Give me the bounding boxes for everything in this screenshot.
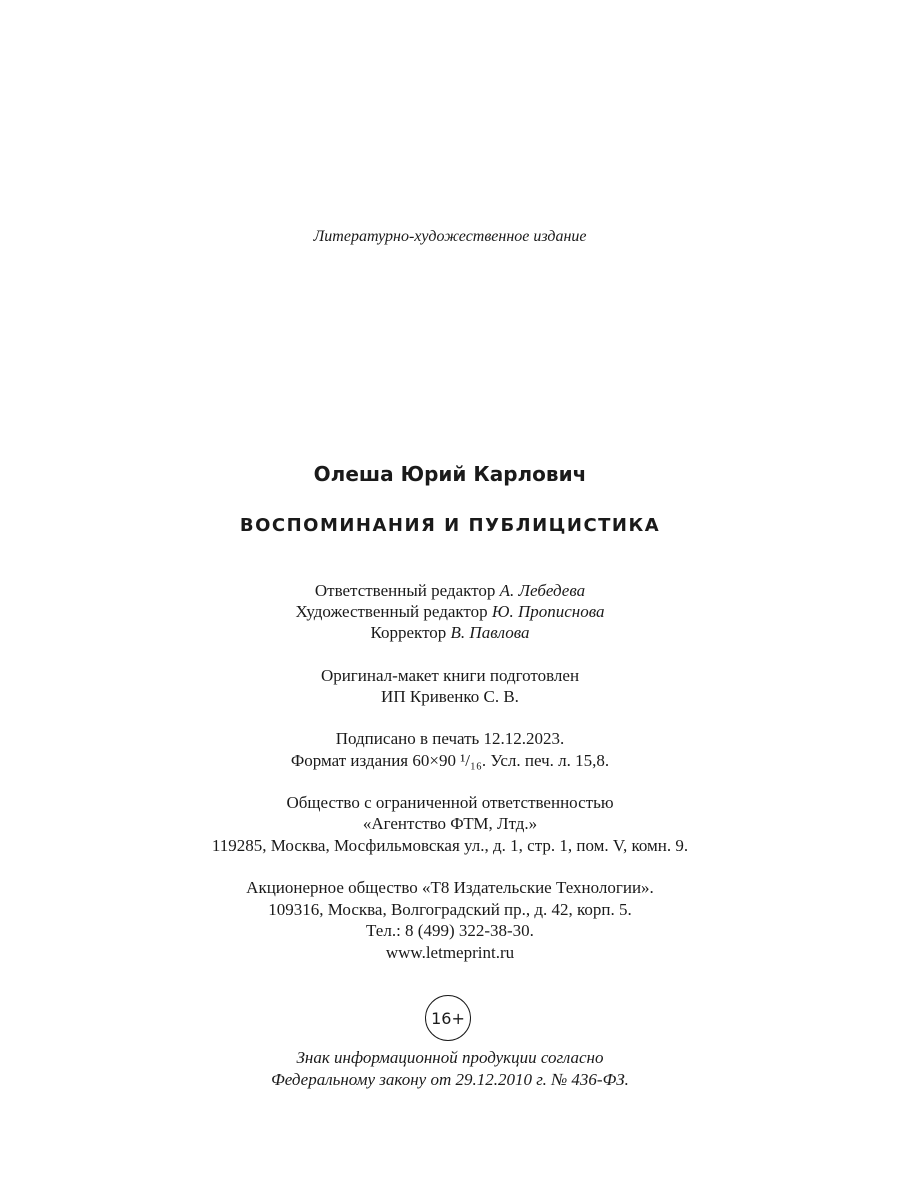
printer-name: Акционерное общество «Т8 Издательские Технологии».	[246, 878, 654, 897]
publisher-line1: Общество с ограниченной ответственностью	[286, 793, 614, 812]
print-format: Формат издания 60×90 ¹/₁₆. Усл. печ. л. 15,8.	[290, 751, 610, 770]
age-notice-line2: Федеральному закону от 29.12.2010 г. № 436-ФЗ.	[271, 1070, 629, 1089]
executive-editor-name: А. Лебедева	[499, 581, 586, 600]
executive-editor-role: Ответственный редактор	[314, 581, 500, 600]
edition-type: Литературно-художественное издание	[313, 228, 587, 245]
publisher-line2: «Агентство ФТМ, Лтд.»	[362, 814, 538, 833]
credit-art-editor	[0, 601, 900, 622]
proofreader-role: Корректор	[370, 623, 451, 642]
author-name: Олеша Юрий Карлович	[313, 462, 587, 486]
printer-phone: Тел.: 8 (499) 322-38-30.	[366, 921, 534, 940]
print-signed-date: Подписано в печать 12.12.2023.	[335, 729, 565, 748]
printer-address: 109316, Москва, Волгоградский пр., д. 42, корп. 5.	[268, 900, 632, 919]
publisher-address: 119285, Москва, Мосфильмовская ул., д. 1, стр. 1, пом. V, комн. 9.	[211, 836, 689, 855]
age-notice-line1: Знак информационной продукции согласно	[296, 1048, 604, 1067]
age-rating-badge: 16+	[425, 995, 471, 1041]
layout-info-line1: Оригинал-макет книги подготовлен	[320, 666, 580, 685]
printer-website: www.letmeprint.ru	[385, 943, 515, 962]
credit-proofreader	[0, 622, 900, 643]
book-title: ВОСПОМИНАНИЯ И ПУБЛИЦИСТИКА	[239, 515, 661, 536]
layout-info-line2: ИП Кривенко С. В.	[381, 687, 519, 706]
proofreader-name: В. Павлова	[450, 623, 530, 642]
art-editor-name: Ю. Прописнова	[491, 602, 605, 621]
art-editor-role: Художественный редактор	[295, 602, 492, 621]
credit-executive-editor	[0, 580, 900, 601]
